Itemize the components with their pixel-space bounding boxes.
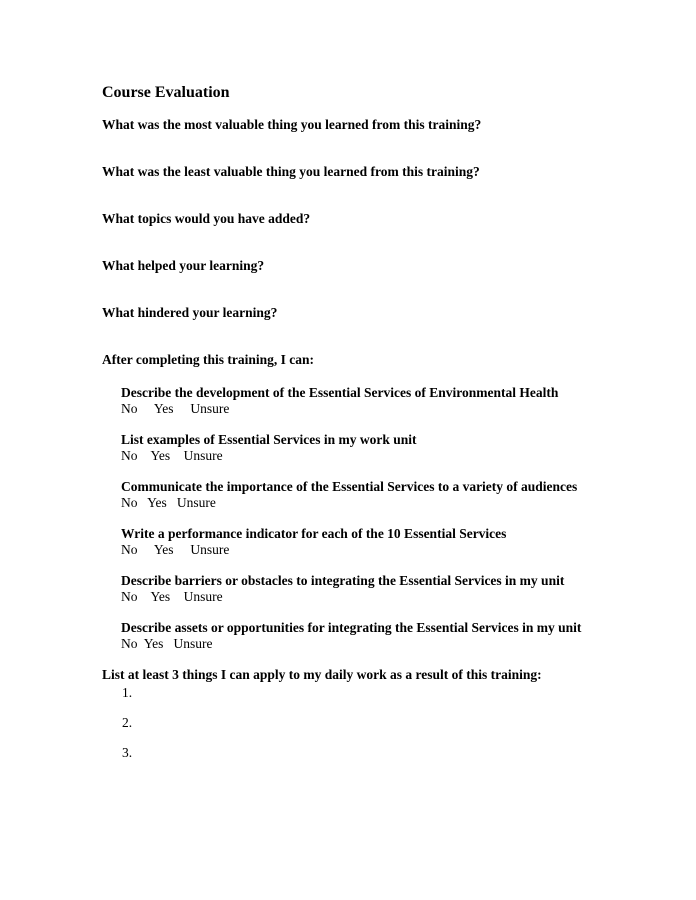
apply-item-3: 3. (122, 745, 133, 760)
question-most-valuable: What was the most valuable thing you learned from this training? (102, 117, 482, 132)
page-title: Course Evaluation (102, 84, 230, 101)
skill-item-write-indicator (121, 526, 656, 558)
option-no: No (121, 401, 138, 416)
skill-statement: Write a performance indicator for each of the 10 Essential Services (121, 526, 507, 541)
answer-options (121, 636, 656, 652)
question-topics-added: What topics would you have added? (102, 211, 311, 226)
skill-item-list-examples (121, 432, 656, 464)
option-unsure: Unsure (183, 448, 223, 463)
skill-statement: Describe the development of the Essential Services of Environmental Health (121, 385, 559, 400)
answer-options (121, 401, 656, 417)
option-unsure: Unsure (183, 589, 223, 604)
apply-prompt: List at least 3 things I can apply to my daily work as a result of this training: (102, 667, 542, 682)
option-unsure: Unsure (176, 495, 216, 510)
answer-options (121, 448, 656, 464)
option-no: No (121, 636, 138, 651)
answer-options (121, 589, 656, 605)
question-least-valuable: What was the least valuable thing you learned from this training? (102, 164, 480, 179)
option-yes: Yes (147, 495, 167, 510)
option-unsure: Unsure (173, 636, 213, 651)
option-no: No (121, 448, 138, 463)
option-unsure: Unsure (190, 542, 230, 557)
option-yes: Yes (153, 401, 174, 416)
answer-options (121, 542, 656, 558)
skill-statement: List examples of Essential Services in my work unit (121, 432, 417, 447)
option-yes: Yes (150, 589, 171, 604)
skill-statement: Describe barriers or obstacles to integrating the Essential Services in my unit (121, 573, 565, 588)
option-no: No (121, 589, 138, 604)
option-yes: Yes (143, 636, 164, 651)
skill-item-describe-development (121, 385, 656, 417)
question-hindered-learning: What hindered your learning? (102, 305, 278, 320)
answer-options (121, 495, 656, 511)
option-no: No (121, 495, 138, 510)
skills-intro: After completing this training, I can: (102, 352, 314, 367)
skill-item-communicate-importance (121, 479, 656, 511)
question-helped-learning: What helped your learning? (102, 258, 265, 273)
skill-item-describe-barriers (121, 573, 656, 605)
skill-statement: Describe assets or opportunities for integrating the Essential Services in my unit (121, 620, 582, 635)
option-yes: Yes (150, 448, 171, 463)
option-no: No (121, 542, 138, 557)
option-yes: Yes (153, 542, 174, 557)
apply-item-2: 2. (122, 715, 133, 730)
skill-statement: Communicate the importance of the Essential Services to a variety of audiences (121, 479, 578, 494)
skill-item-describe-assets (121, 620, 656, 652)
apply-item-1: 1. (122, 685, 133, 700)
option-unsure: Unsure (190, 401, 230, 416)
